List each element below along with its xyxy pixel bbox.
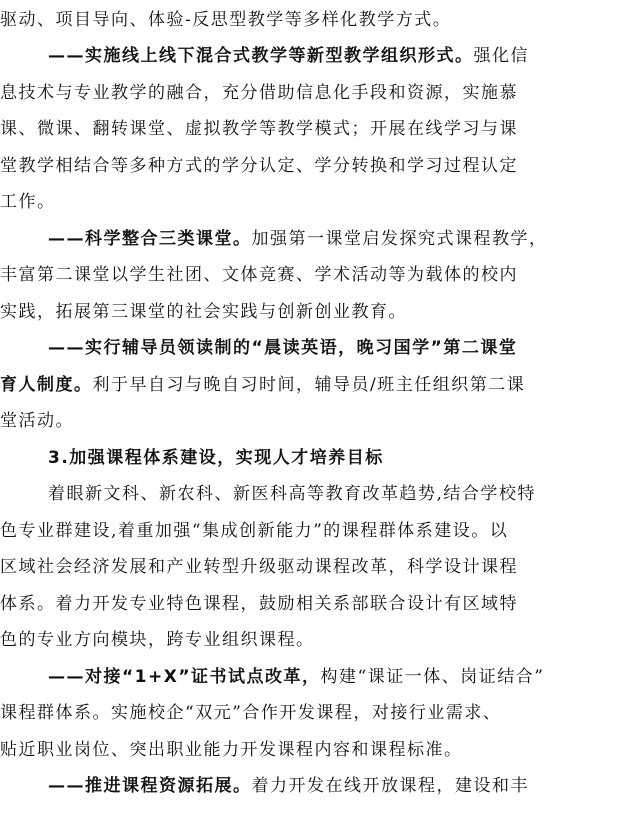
text-line: 贴近职业岗位、突出职业能力开发课程内容和课程标准。 xyxy=(0,740,463,760)
text-line: 实践，拓展第三课堂的社会实践与创新创业教育。 xyxy=(0,302,407,322)
paragraph-three-classrooms-line-1: ——科学整合三类课堂。加强第一课堂启发探究式课程教学， xyxy=(48,229,548,249)
text-line: 息技术与专业教学的融合，充分借助信息化手段和资源，实施慕 xyxy=(0,83,518,103)
text-line: 着眼新文科、新农科、新医科高等教育改革趋势,结合学校特 xyxy=(48,484,536,504)
text-line: 色的专业方向模块，跨专业组织课程。 xyxy=(0,630,315,650)
text-line: 课程群体系。实施校企“双元”合作开发课程，对接行业需求、 xyxy=(0,703,502,723)
bold-lead: ——科学整合三类课堂。 xyxy=(48,229,252,249)
bold-lead-continued: 育人制度。 xyxy=(0,375,93,395)
paragraph-certificate-line-1: ——对接“1+X”证书试点改革，构建“课证一体、岗证结合” xyxy=(48,667,545,687)
paragraph-resources-line-1: ——推进课程资源拓展。着力开发在线开放课程，建设和丰 xyxy=(48,776,529,796)
text-line: 驱动、项目导向、体验-反思型教学等多样化教学方式。 xyxy=(0,10,452,30)
section-heading: 3.加强课程体系建设，实现人才培养目标 xyxy=(48,448,384,468)
text-line: 体系。着力开发专业特色课程，鼓励相关系部联合设计有区域特 xyxy=(0,594,518,614)
paragraph-online-offline-line-1: ——实施线上线下混合式教学等新型教学组织形式。强化信 xyxy=(48,46,529,66)
bold-lead: ——实行辅导员领读制的“晨读英语，晚习国学”第二课堂 xyxy=(48,338,518,358)
text-line: 堂教学相结合等多种方式的学分认定、学分转换和学习过程认定 xyxy=(0,156,518,176)
text-line: 工作。 xyxy=(0,192,56,212)
text-line: 丰富第二课堂以学生社团、文体竞赛、学术活动等为载体的校内 xyxy=(0,265,518,285)
text-line: 色专业群建设,着重加强“集成创新能力”的课程群体系建设。以 xyxy=(0,521,509,541)
text-line: 区域社会经济发展和产业转型升级驱动课程改革，科学设计课程 xyxy=(0,557,518,577)
text-line: 堂活动。 xyxy=(0,411,74,431)
text-line: 课、微课、翻转课堂、虚拟教学等教学模式；开展在线学习与课 xyxy=(0,119,518,139)
paragraph-reading-system-line-2: 育人制度。利于早自习与晚自习时间，辅导员/班主任组织第二课 xyxy=(0,375,526,395)
bold-lead: ——推进课程资源拓展。 xyxy=(48,776,252,796)
bold-lead: ——对接“1+X”证书试点改革， xyxy=(48,667,321,687)
bold-lead: ——实施线上线下混合式教学等新型教学组织形式。 xyxy=(48,46,474,66)
paragraph-reading-system-line-1 xyxy=(0,330,641,366)
